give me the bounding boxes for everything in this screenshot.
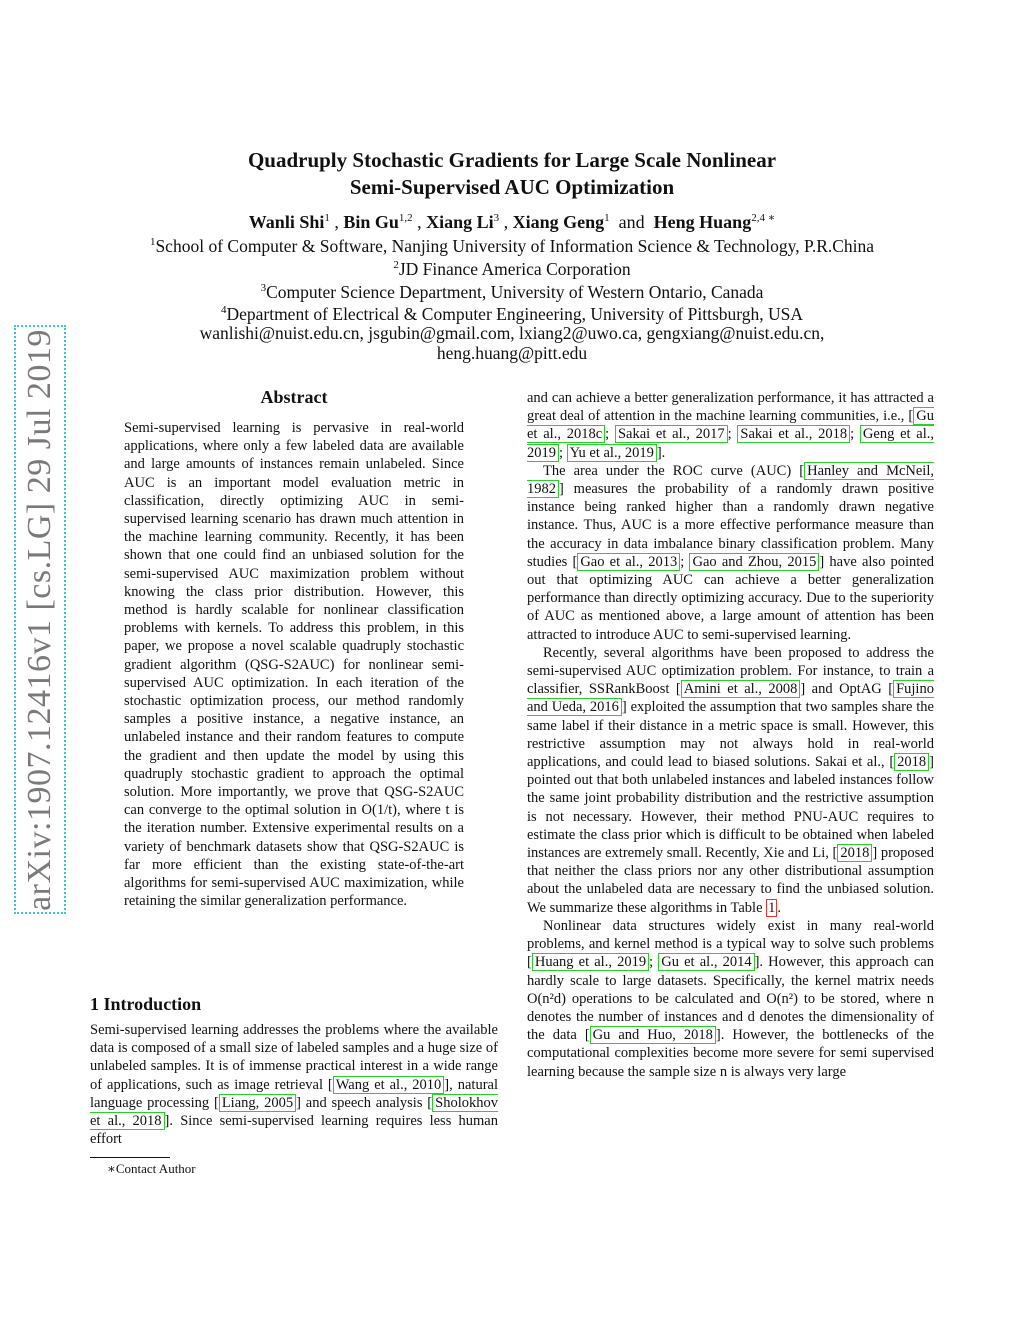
text-run: Nonlinear data structures widely exist in many real-world problems, and kernel method is a typical way to solve such problems bbox=[527, 917, 934, 953]
text-run: Semi-supervised learning addresses the problems where the available data is composed of a small size of labeled samples and a huge size of unlabeled samples. It is of immense practical interest in a wide range of applications, such as image retrieval bbox=[90, 1022, 498, 1093]
citation-link[interactable]: Sholokhov et al., 2018 bbox=[90, 1094, 498, 1130]
right-paragraph-2: The area under the ROC curve (AUC) [ Hanley and McNeil, 1982 ] measures the probability of a randomly drawn positive instance being ranked higher than a randomly drawn negative instance. Thus, AUC is a more effective performance measure than the accuracy in data imbalance binary classification problem. Many studies [ Gao et al., 2013 ; Gao and Zhou, 2015 ] have also pointed out that optimizing AUC can achieve a better generalization performance than directly optimizing accuracy. Due to the superiority of AUC as mentioned above, a large amount of attention has been attracted to introduce AUC to semi-supervised learning. bbox=[527, 462, 935, 643]
email-line-2: heng.huang@pitt.edu bbox=[436, 343, 588, 363]
text-run: . However, this approach can hardly scale to large datasets. Specifically, the kernel matrix needs O(n²d) operations to be calculated and O(n²) to be stored, where n denotes the number of instances and d denotes the dimensionality of the data bbox=[527, 954, 934, 1044]
table-reference-link[interactable]: 1 bbox=[768, 899, 776, 916]
text-run: Recently, several algorithms have been proposed to address the semi-supervised AUC optimization problem. For instance, to train a classifier, SSRankBoost bbox=[527, 644, 934, 698]
author-sup: 1 bbox=[324, 212, 330, 224]
footnote: ∗Contact Author bbox=[107, 1161, 196, 1176]
affiliation-text: Department of Electrical & Computer Engineering, University of Pittsburgh, USA bbox=[226, 304, 804, 324]
affiliation-sup: 1 bbox=[149, 236, 156, 249]
affiliation-text: Computer Science Department, University of Western Ontario, Canada bbox=[266, 282, 764, 302]
abstract-heading: Abstract bbox=[260, 387, 328, 407]
text-run: , natural language processing bbox=[90, 1076, 498, 1111]
citation-link[interactable]: Gao and Zhou, 2015 bbox=[689, 553, 819, 571]
intro-body bbox=[90, 1021, 498, 1148]
author-name: Xiang Geng bbox=[512, 212, 605, 232]
author-name: Xiang Li bbox=[426, 212, 494, 232]
affiliation-sup: 2 bbox=[393, 259, 399, 272]
text-run: and can achieve a better generalization performance, it has attracted a great deal of attention in the machine learning communities, i.e., bbox=[527, 390, 934, 425]
author-list: Wanli Shi$^1$ , Bin Gu$^{1,2}$ , Xiang Li$^3$ , Xiang Geng$^1$ and Heng Huang$^{2,4 ∗}$ bbox=[248, 212, 776, 232]
citation-link[interactable]: Fujino and Ueda, 2016 bbox=[527, 681, 934, 716]
right-column bbox=[527, 389, 934, 1081]
intro-heading: 1 Introduction bbox=[90, 994, 202, 1014]
paper-title-line2: Semi-Supervised AUC Optimization bbox=[349, 175, 675, 199]
text-run: exploited the assumption that two samples share the same label if their distance in a metric space is small. However, this restrictive assumption may not always hold in real-world applications, and could lead to biased solutions. Sakai et al., bbox=[527, 699, 934, 771]
author-name: Wanli Shi bbox=[248, 212, 325, 232]
arxiv-stamp bbox=[14, 325, 66, 914]
author-sup: 2,4 ∗ bbox=[751, 212, 776, 224]
citation-link[interactable]: Yu et al., 2019 bbox=[567, 444, 657, 462]
citation-link[interactable]: Sakai et al., 2017 bbox=[615, 425, 728, 443]
text-run: The area under the ROC curve (AUC) bbox=[543, 462, 792, 479]
affiliation-1 bbox=[0, 235, 1024, 257]
affiliation-text: School of Computer & Software, Nanjing University of Information Science & Technology, P.R.China bbox=[155, 236, 875, 256]
abstract-body bbox=[124, 419, 464, 910]
footnote-rule bbox=[90, 1157, 170, 1158]
citation-link[interactable]: Gu et al., 2014 bbox=[658, 953, 754, 971]
citation-link[interactable]: Gu et al., 2018c bbox=[527, 408, 934, 443]
text-run: proposed that neither the class priors nor any other distributional assumption about the unlabeled data are necessary to find the unbiased solution. We summarize these algorithms in Table bbox=[527, 845, 934, 916]
citation-link[interactable]: Hanley and McNeil, 1982 bbox=[527, 462, 934, 498]
affiliation-sup: 3 bbox=[260, 282, 267, 295]
citation-link[interactable]: Liang, 2005 bbox=[219, 1094, 296, 1112]
author-sup: 1 bbox=[604, 212, 610, 224]
right-paragraph-4: Nonlinear data structures widely exist in many real-world problems, and kernel method is a typical way to solve such problems [ Huang et al., 2019 ; Gu et al., 2014 ]. However, this approach can hardly scale to large datasets. Specifically, the kernel matrix needs O(n²d) operations to be calculated and O(n²) to be stored, where n denotes the number of instances and d denotes the dimensionality of the data [ Gu and Huo, 2018 ]. However, the bottlenecks of the computational complexities become more severe for semi supervised learning because the sample size n is always very large bbox=[527, 917, 934, 1080]
citation-link[interactable]: Geng et al., 2019 bbox=[527, 426, 935, 461]
email-line-1: wanlishi@nuist.edu.cn, jsgubin@gmail.com, lxiang2@uwo.ca, gengxiang@nuist.edu.cn, bbox=[199, 323, 825, 343]
text-run: and OptAG bbox=[805, 681, 882, 698]
affiliation-text: JD Finance America Corporation bbox=[398, 259, 631, 279]
citation-link[interactable]: Amini et al., 2008 bbox=[681, 680, 801, 698]
author-and: and bbox=[618, 212, 645, 232]
text-run: measures the probability of a randomly drawn positive instance being ranked higher than a randomly drawn negative instance. Thus, AUC is a more effective performance measure than the accuracy in data imbalance binary classification problem. Many studies bbox=[527, 481, 934, 570]
right-paragraph-3: Recently, several algorithms have been proposed to address the semi-supervised AUC optimization problem. For instance, to train a classifier, SSRankBoost [ Amini et al., 2008 ] and OptAG [ Fujino and Ueda, 2016 ] exploited the assumption that two samples share the same label if their distance in a metric space is small. However, this restrictive assumption may not always hold in real-world applications, and could lead to biased solutions. Sakai et al., [ 2018 ] pointed out that both unlabeled instances and labeled instances follow the same joint probability distribution and the restrictive assumption is not necessary. However, their method PNU-AUC requires to estimate the class prior which is difficult to be obtained when labeled instances are extremely small. Recently, Xie and Li, [ 2018 ] proposed that neither the class priors nor any other distributional assumption about the unlabeled data are necessary to find the unbiased solution. We summarize these algorithms in Table 1 . bbox=[527, 644, 934, 916]
affiliation-2 bbox=[0, 258, 1024, 280]
abstract-text: Semi-supervised learning is pervasive in real-world applications, where only a few labeled data are available and large amounts of instances remain unlabeled. Since AUC is an important model evaluation metric in classification, directly optimizing AUC in semi-supervised learning scenario has drawn much attention in the machine learning community. Recently, it has been shown that one could find an unbiased solution for the semi-supervised AUC maximization problem without knowing the class prior distribution. However, this method is hardly scalable for nonlinear classification problems with kernels. To address this problem, in this paper, we propose a novel scalable quadruply stochastic gradient algorithm (QSG-S2AUC) for nonlinear semi-supervised AUC optimization. In each iteration of the stochastic optimization process, our method randomly samples a positive instance, a negative instance, an unlabeled instance and their random features to compute the gradient and then update the model by using this quadruply stochastic gradient to approach the optimal solution. More importantly, we prove that QSG-S2AUC can converge to the optimal solution in O(1/t), where t is the iteration number. Extensive experimental results on a variety of benchmark datasets show that QSG-S2AUC is far more efficient than the existing state-of-the-art algorithms for semi-supervised AUC maximization, while retaining the similar generalization performance. bbox=[124, 420, 464, 910]
author-name: Heng Huang bbox=[653, 212, 752, 232]
arxiv-stamp-text: arXiv:1907.12416v1 [cs.LG] 29 Jul 2019 bbox=[21, 328, 58, 911]
text-run: and speech analysis bbox=[300, 1094, 423, 1111]
author-sup: 3 bbox=[493, 212, 500, 224]
text-run: . However, the bottlenecks of the computational complexities become more severe for semi supervised learning because the sample size n is always very large bbox=[527, 1027, 934, 1080]
text-run: have also pointed out that optimizing AUC can achieve a better generalization performance than directly optimizing accuracy. Due to the superiority of AUC as mentioned above, a large amount of attention has been attracted to introduce AUC to semi-supervised learning. bbox=[527, 553, 935, 643]
citation-link[interactable]: Wang et al., 2010 bbox=[333, 1076, 445, 1094]
affiliation-3 bbox=[0, 281, 1024, 303]
affiliation-sup: 4 bbox=[220, 304, 227, 317]
citation-link[interactable]: Gao et al., 2013 bbox=[577, 553, 680, 571]
text-run: . Since semi-supervised learning requires less human effort bbox=[90, 1113, 498, 1148]
citation-link[interactable]: 2018 bbox=[894, 753, 929, 771]
text-run: pointed out that both unlabeled instances and labeled instances follow the same joint probability distribution and the restrictive assumption is not necessary. However, their method PNU-AUC requires to estimate the class prior which is difficult to be obtained when labeled instances are extremely small. Recently, Xie and Li, bbox=[527, 772, 934, 862]
paper-title-line1: Quadruply Stochastic Gradients for Large Scale Nonlinear bbox=[247, 148, 777, 172]
intro-paragraph: Semi-supervised learning addresses the problems where the available data is composed of a small size of labeled samples and a huge size of unlabeled samples. It is of immense practical interest in a wide range of applications, such as image retrieval [ Wang et al., 2010 ], natural language processing [ Liang, 2005 ] and speech analysis [ Sholokhov et al., 2018 ]. Since semi-supervised learning requires less human effort bbox=[90, 1022, 498, 1148]
citation-link[interactable]: Gu and Huo, 2018 bbox=[590, 1026, 716, 1044]
author-name: Bin Gu bbox=[343, 212, 399, 232]
author-sup: 1,2 bbox=[398, 212, 413, 224]
citation-link[interactable]: Huang et al., 2019 bbox=[532, 953, 649, 971]
citation-link[interactable]: 2018 bbox=[837, 844, 872, 862]
right-paragraph-1: and can achieve a better generalization performance, it has attracted a great deal of attention in the machine learning communities, i.e., [ Gu et al., 2018c ; Sakai et al., 2017 ; Sakai et al., 2018 ; Geng et al., 2019 ; Yu et al., 2019 ]. bbox=[527, 390, 935, 461]
citation-link[interactable]: Sakai et al., 2018 bbox=[737, 425, 850, 443]
